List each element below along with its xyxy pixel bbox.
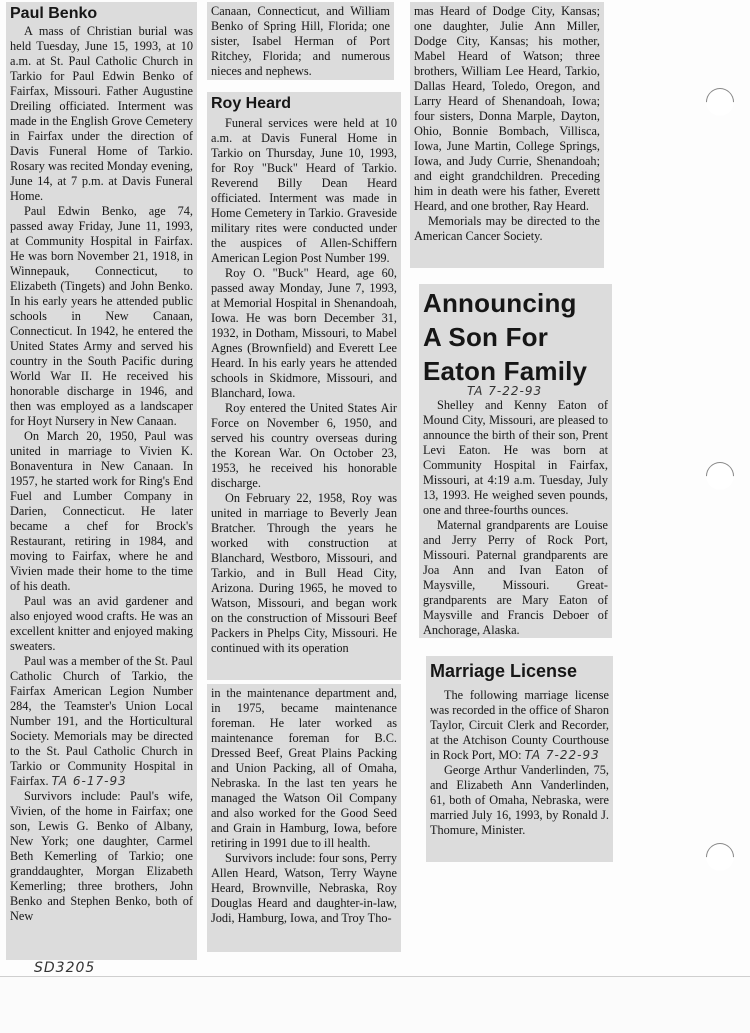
notice-paragraph [430,688,609,763]
obituary-paragraph: in the maintenance department and, in 1975, became maintenance foreman. He later worked as maintenance foreman for B.C. Dressed Beef, Great Plains Packing and Union Packing, all of Omaha, Nebraska. In the last ten years he managed the Watson Oil Company and also worked for the Good Seed and Grain in Hamburg, Iowa, before retiring in 1991 due to ill health. [211,686,397,850]
obituary-heading: Roy Heard [211,95,292,112]
birth-announcement [419,284,612,638]
obituary-text: Paul was a member of the St. Paul Catholic Church of Tarkio, the Fairfax American Legion Number 284, the Teamster's Union Local Number 191, and the Horticultural Society. Memorials may be directed to the St. Paul Catholic Church in Tarkio or Community Hospital in Fairfax. [10,654,193,788]
obituary-paragraph: Survivors include: four sons, Perry Allen Heard, Watson, Terry Wayne Heard, Brownville, Nebraska, Roy Douglas Heard and daughter-in-law, Jodi, Hamburg, Iowa, and Troy Tho- [211,851,397,925]
notice-text: The following marriage license was recorded in the office of Sharon Taylor, Circuit Clerk and Recorder, at the Atchison County Courthouse in Rock Port, MO: [430,688,609,762]
announcement-heading-line: A Son For [423,322,549,352]
roy-heard-continued [207,684,401,952]
announcement-heading-line: Eaton Family [423,356,588,386]
notice-heading: Marriage License [430,661,578,681]
handwritten-date-note: TA 6-17-93 [51,774,127,788]
roy-heard-continued-col3 [410,2,604,268]
obituary-heading: Paul Benko [10,5,98,22]
benko-continued [207,2,394,80]
roy-heard-obituary [207,92,401,680]
announcement-heading-line: Announcing [423,288,577,318]
obituary-paragraph: Paul was an avid gardener and also enjoyed wood crafts. He was an excellent knitter and enjoyed making sweaters. [10,594,193,653]
marriage-license-notice [426,656,613,862]
obituary-paragraph: Roy entered the United States Air Force on November 6, 1950, and served his country overseas during the Korean War. On October 23, 1953, he received his honorable discharge. [211,401,397,490]
obituary-paragraph: Roy O. "Buck" Heard, age 60, passed away Monday, June 7, 1993, at Memorial Hospital in Shenandoah, Iowa. He was born December 31, 1932, in Dotham, Missouri, to Mabel Agnes (Brownfield) and Everett Lee Heard. In his early years he attended schools in Skidmore, Missouri, and Blanchard, Iowa. [211,266,397,400]
obituary-paragraph: Memorials may be directed to the American Cancer Society. [414,214,600,243]
paul-benko-obituary [6,2,197,960]
obituary-paragraph: On March 20, 1950, Paul was united in marriage to Vivien K. Bonaventura in New Canaan. In 1957, he started work for Ring's End Fuel and Lumber Company in Darien, Connecticut. He later became a chef for Brock's Restaurant, retiring in 1984, and moving to Fairfax, where he and Vivien made their home to the time of his death. [10,429,193,593]
obituary-paragraph: Paul Edwin Benko, age 74, passed away Friday, June 11, 1993, at Community Hospital in Fairfax. He was born November 21, 1918, in Winnepauk, Connecticut, to Elizabeth (Tingets) and John Benko. In his early years he attended public schools in New Canaan, Connecticut. In 1942, he entered the United States Army and served his country in the South Pacific during World War II. He received his honorable discharge in 1946, and then was employed as a landscaper for Hoyt Nursery in New Canaan. [10,204,193,428]
handwritten-date-note: TA 7-22-93 [524,748,600,762]
handwritten-page-note: SD3205 [34,960,96,976]
obituary-paragraph: Canaan, Connecticut, and William Benko of Spring Hill, Florida; one sister, Isabel Herman of Port Ritchey, Florida; and numerous nieces and nephews. [211,4,390,78]
obituary-paragraph: Funeral services were held at 10 a.m. at Davis Funeral Home in Tarkio on Thursday, June 10, 1993, for Roy "Buck" Heard of Tarkio. Reverend Billy Dean Heard officiated. Interment was made in Home Cemetery in Tarkio. Graveside military rites were conducted under the auspices of Allen-Schiffern American Legion Post Number 199. [211,116,397,265]
handwritten-date-note: TA 7-22-93 [467,384,543,398]
announcement-paragraph: Maternal grandparents are Louise and Jerry Perry of Rock Port, Missouri. Paternal grandparents are Joa Ann and Ivan Eaton of Maysville, Missouri. Great-grandparents are Mary Eaton of Maysville and Francis Deboer of Anchorage, Alaska. [423,518,608,637]
obituary-paragraph [10,654,193,789]
obituary-paragraph: A mass of Christian burial was held Tuesday, June 15, 1993, at 10 a.m. at St. Paul Catholic Church in Tarkio for Paul Edwin Benko of Fairfax, Missouri. Father Augustine Dreiling officiated. Interment was made in the English Grove Cemetery in Fairfax under the direction of Davis Funeral Home of Tarkio. Rosary was recited Monday evening, June 14, at 7 p.m. at Davis Funeral Home. [10,24,193,203]
notice-paragraph: George Arthur Vanderlinden, 75, and Elizabeth Ann Vanderlinden, 61, both of Omaha, Nebraska, were married July 16, 1993, by Ronald J. Thomure, Minister. [430,763,609,837]
obituary-paragraph: Survivors include: Paul's wife, Vivien, of the home in Fairfax; one son, Lewis G. Benko of Albany, New York; one daughter, Carmel Beth Kemerling of Tarkio; one granddaughter, Morgan Elizabeth Kemerling; three brothers, John Benko and Stephen Benko, both of New [10,789,193,923]
obituary-paragraph: On February 22, 1958, Roy was united in marriage to Beverly Jean Bratcher. Through the years he worked with construction at Blanchard, Westboro, Missouri, and Tarkio, and in Bull Head City, Arizona. During 1965, he moved to Watson, Missouri, and began work on the construction of Missouri Beef Packers in Phelps City, Missouri. He continued with its operation [211,491,397,655]
obituary-paragraph: mas Heard of Dodge City, Kansas; one daughter, Julie Ann Miller, Dodge City, Kansas; his mother, Mabel Heard of Watson; three brothers, William Lee Heard, Tarkio, Dallas Heard, Toledo, Oregon, and Larry Heard of Shenandoah, Iowa; four sisters, Donna Marple, Dayton, Ohio, Bonnie Bombach, Villisca, Iowa, June Martin, College Springs, Iowa, and Judy Currie, Shenandoah; and eight grandchildren. Preceding him in death were his father, Everett Heard, and one brother, Ray Heard. [414,4,600,213]
announcement-paragraph: Shelley and Kenny Eaton of Mound City, Missouri, are pleased to announce the birth of their son, Prent Levi Eaton. He was born at Community Hospital in Fairfax, Missouri, at 4:19 a.m. Tuesday, July 13, 1993. He weighed seven pounds, one and three-fourths ounces. [423,398,608,517]
